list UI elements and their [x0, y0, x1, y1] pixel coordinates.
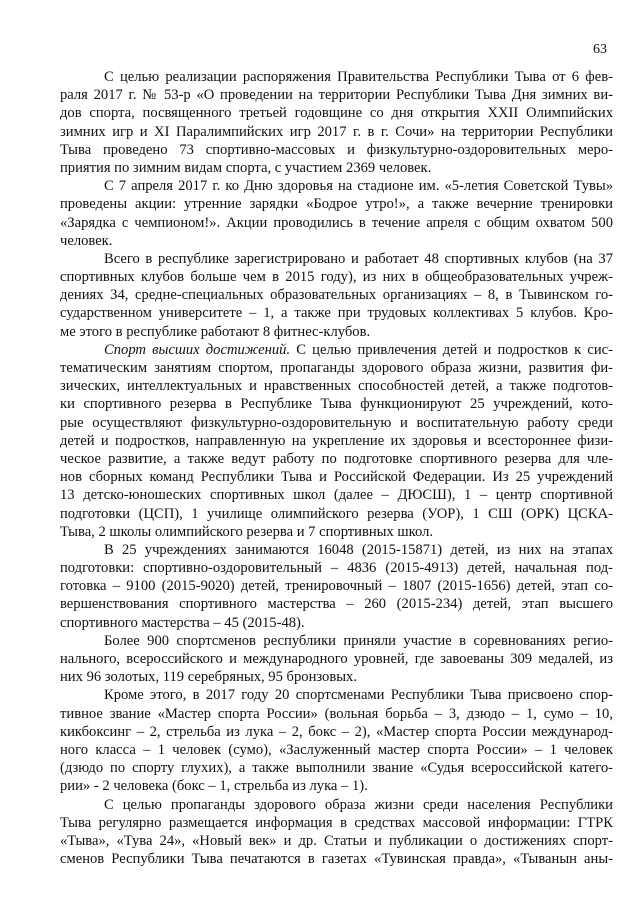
text-line: «Тыва», «Тува 24», «Новый век» и др. Статьи и публикации о достижениях спорт-: [60, 832, 613, 849]
text-line: раля 2017 г. № 53-р «О проведении на территории Республики Тыва Дня зимних ви-: [60, 87, 613, 104]
text-line: Тыва, 2 школы олимпийского резерва и 7 спортивных школ.: [60, 523, 434, 540]
text-line: Более 900 спортсменов республики приняли участие в соревнованиях регио-: [104, 632, 613, 649]
text-line: вершенствования спортивного мастерства – 260 (2015-234) детей, этап высшего: [60, 596, 613, 613]
text-line: Спорт высших достижений. С целью привлечения детей и подростков к сис-: [104, 341, 613, 358]
paragraph: [60, 68, 613, 177]
text-line: Всего в республике зарегистрировано и работает 48 спортивных клубов (на 37: [104, 250, 613, 267]
text-line: спортивных клубов больше чем в 2015 году), из них в общеобразовательных учреж-: [60, 269, 613, 286]
text-line: (дзюдо по спорту глухих), а также выполнили звание «Судья всероссийской катего-: [60, 760, 613, 777]
text-line: человек.: [60, 232, 113, 249]
paragraph: [60, 632, 613, 687]
text-line: готовка – 9100 (2015-9020) детей, тренировочный – 1807 (2015-1656) детей, этап со-: [60, 578, 613, 595]
text-line: рые осуществляют физкультурно-оздоровительную и воспитательную работу среди: [60, 414, 613, 431]
text-line: Тыва регулярно размещается информация в средствах массовой информации: ГТРК: [60, 814, 613, 831]
text-line: подготовки: спортивно-оздоровительный – 4836 (2015-4913) детей, начальная под-: [60, 560, 613, 577]
text-line: подготовки (ЦСП), 1 училище олимпийского резерва (УОР), 1 СШ (ОРК) ЦСКА-: [60, 505, 613, 522]
text-line: приятия по зимним видам спорта, с участием 2369 человек.: [60, 159, 432, 176]
section-heading-inline: Спорт высших достижений.: [104, 341, 291, 358]
paragraph: [60, 250, 613, 341]
text-line: тивное звание «Мастер спорта России» (вольная борьба – 3, дзюдо – 1, сумо – 10,: [60, 705, 613, 722]
text-line: сменов Республики Тыва печатаются в газетах «Тувинская правда», «Тыванын аны-: [60, 851, 613, 868]
text-line: кикбоксинг – 2, стрельба из лука – 2, бокс – 2), «Мастер спорта России международ-: [60, 723, 613, 740]
text-line: проведены акции: утренние зарядки «Бодрое утро!», а также вечерние тренировки: [60, 196, 613, 213]
text-line: С целью пропаганды здорового образа жизни среди населения Республики: [104, 796, 613, 813]
text-line: зимних игр и XI Паралимпийских игр 2017 г. в г. Сочи» на территории Республики: [60, 123, 613, 140]
paragraph: [60, 177, 613, 250]
text-line: спортивного мастерства – 45 (2015-48).: [60, 614, 305, 631]
text-line: ного класса – 1 человек (сумо), «Заслуженный мастер спорта России» – 1 человек: [60, 741, 613, 758]
text-line: Тыва проведено 73 спортивно-массовых и физкультурно-оздоровительных меро-: [60, 141, 613, 158]
paragraph: [60, 796, 613, 869]
text-line: тематическим занятиям спортом, пропаганды здорового образа жизни, развития фи-: [60, 360, 613, 376]
page-number: 63: [593, 42, 607, 57]
text-line: «Зарядка с чемпионом!». Акции проводились в течение апреля с общим охватом 500: [60, 214, 613, 231]
text-line: нов сборных команд Республики Тыва и Российской Федерации. Из 25 учреждений: [60, 469, 613, 486]
text-line: С 7 апреля 2017 г. ко Дню здоровья на стадионе им. «5-летия Советской Тувы»: [104, 178, 613, 195]
text-line: сударственном университете – 1, а также при трудовых коллективах 5 клубов. Кро-: [60, 305, 613, 322]
paragraph: [60, 541, 613, 632]
text-line: дениях 34, средне-специальных образовательных организациях – 8, в Тывинском го-: [60, 287, 613, 304]
text-line: них 96 золотых, 119 серебряных, 95 бронзовых.: [60, 669, 357, 686]
paragraph: [60, 341, 613, 541]
text-line: ме этого в республике работают 8 фитнес-клубов.: [60, 323, 371, 340]
text-line: дов спорта, посвященного третьей годовщине со дня открытия XXII Олимпийских: [60, 105, 613, 122]
text-line: С целью реализации распоряжения Правительства Республики Тыва от 6 фев-: [104, 69, 613, 85]
text-line: 13 детско-юношеских спортивных школ (далее – ДЮСШ), 1 – центр спортивной: [60, 487, 613, 504]
text-line: детей и подростков, направленную на укрепление их здоровья и всестороннее физи-: [60, 432, 613, 449]
document-body: [60, 68, 613, 868]
text-line: ческое развитие, а также ведут работу по подготовке спортивного резерва для чле-: [60, 450, 613, 467]
text-line: рии» - 2 человека (бокс – 1, стрельба из лука – 1).: [60, 778, 368, 795]
text-line: ки спортивного резерва в Республике Тыва функционируют 25 учреждений, кото-: [60, 396, 613, 413]
paragraph: [60, 686, 613, 795]
text-line: Кроме этого, в 2017 году 20 спортсменами Республики Тыва присвоено спор-: [104, 687, 613, 704]
text-line: нального, всероссийского и международного уровней, где завоеваны 309 медалей, из: [60, 651, 613, 667]
text-line: В 25 учреждениях занимаются 16048 (2015-15871) детей, из них на этапах: [104, 541, 613, 558]
text-line: зических, интеллектуальных и нравственных способностей детей, а также подготов-: [60, 378, 613, 395]
